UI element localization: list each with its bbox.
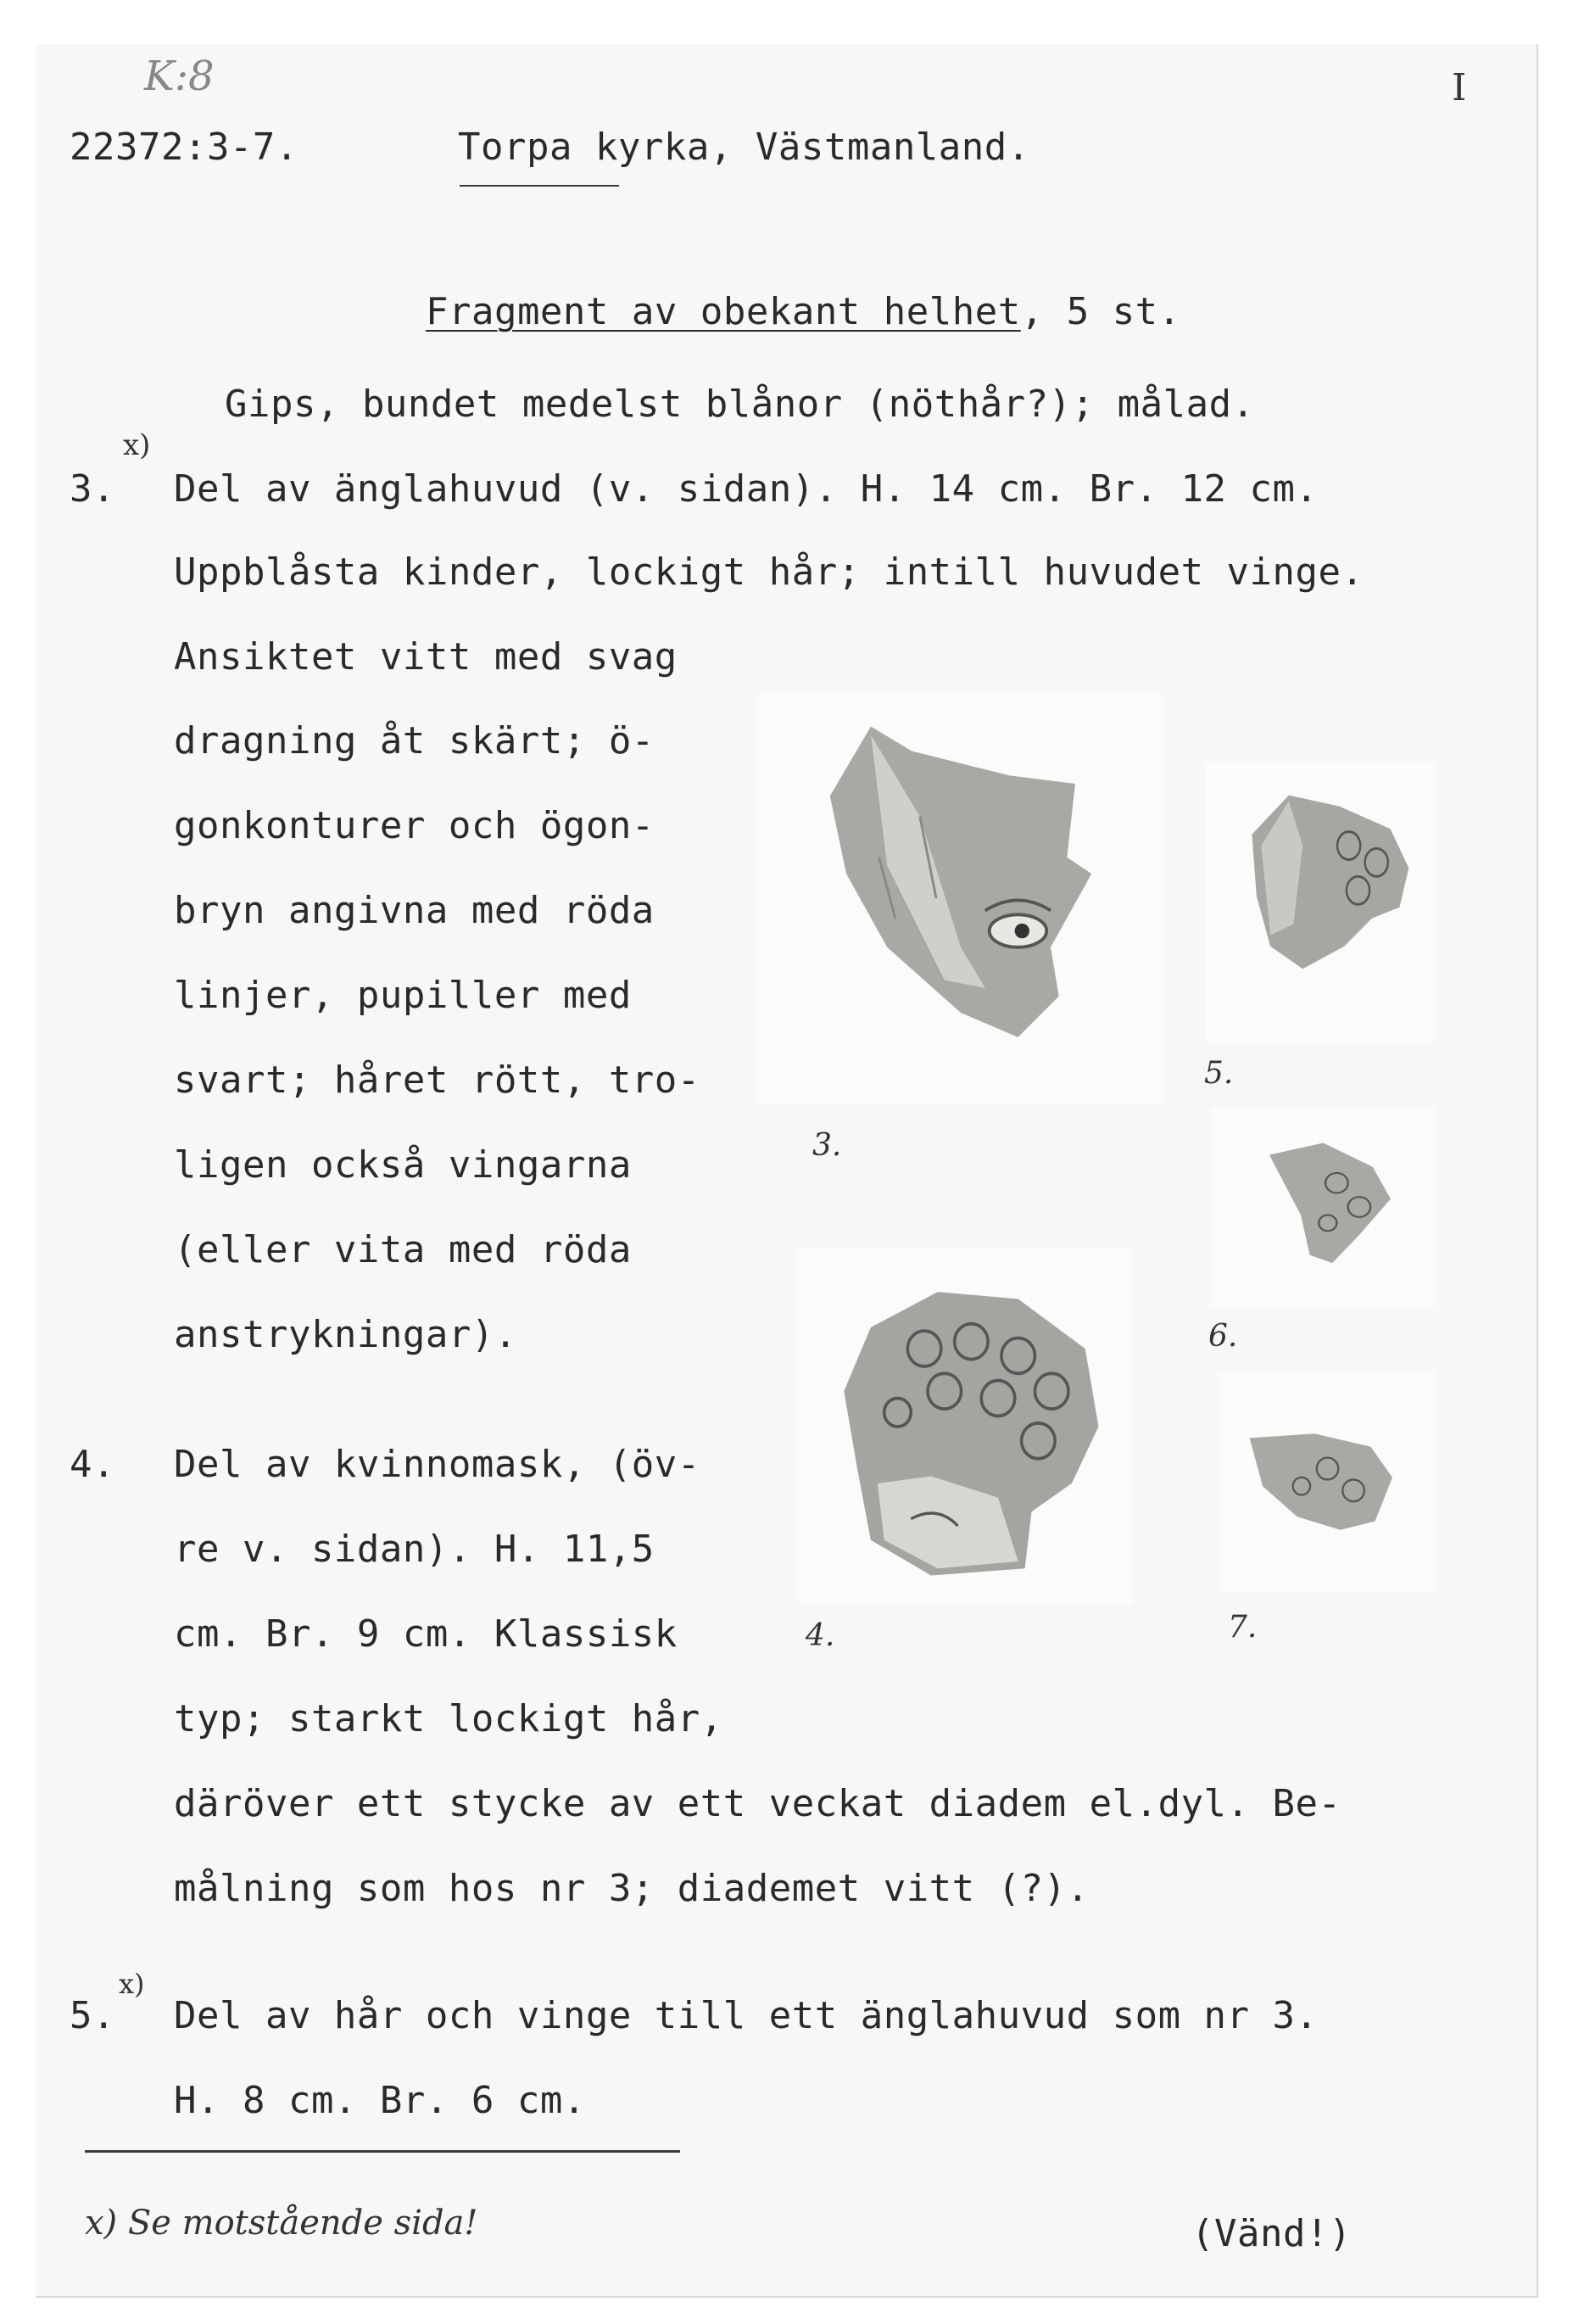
photo-4-label: 4. xyxy=(806,1618,835,1653)
title-main: Fragment av obekant helhet xyxy=(425,290,1021,333)
footnote-rule xyxy=(85,2150,680,2153)
fragment-photo-5 xyxy=(1206,762,1436,1042)
photo-3-label: 3. xyxy=(812,1128,842,1163)
entry-4-line: cm. Br. 9 cm. Klassisk xyxy=(174,1612,678,1656)
entry-5-number: 5. xyxy=(70,1994,115,2037)
entry-5-line: H. 8 cm. Br. 6 cm. xyxy=(174,2079,586,2122)
entry-3-line: Ansiktet vitt med svag xyxy=(174,635,678,679)
title-count: , 5 st. xyxy=(1020,290,1181,333)
fragment-6-image xyxy=(1211,1107,1436,1307)
entry-3-line: gonkonturer och ögon- xyxy=(174,804,655,847)
entry-3-line: Uppblåsta kinder, lockigt hår; intill huvudet vinge. xyxy=(174,550,1364,594)
footnote-handwritten: x) Se motstående sida! xyxy=(85,2204,478,2243)
sheet-number: I xyxy=(1452,66,1467,109)
fragment-photo-3 xyxy=(756,694,1165,1103)
fragment-photo-4 xyxy=(797,1249,1132,1604)
fragment-photo-6 xyxy=(1211,1107,1436,1307)
location-underline xyxy=(460,185,619,187)
photo-5-label: 5. xyxy=(1204,1056,1234,1091)
fragment-3-image xyxy=(756,694,1165,1103)
document-title xyxy=(380,256,1181,331)
entry-3-line: ligen också vingarna xyxy=(174,1143,632,1187)
entry-4-line: re v. sidan). H. 11,5 xyxy=(174,1528,655,1571)
entry-4-line: däröver ett stycke av ett veckat diadem el.dyl. Be- xyxy=(174,1782,1341,1825)
entry-3-number: 3. xyxy=(70,467,115,511)
material-note: Gips, bundet medelst blånor (nöthår?); målad. xyxy=(225,383,1255,426)
fragment-4-image xyxy=(797,1249,1132,1604)
entry-3-line: linjer, pupiller med xyxy=(174,974,632,1017)
entry-4-line: typ; starkt lockigt hår, xyxy=(174,1697,723,1740)
catalog-number: 22372:3-7. xyxy=(70,126,298,169)
location-title: Torpa kyrka, Västmanland. xyxy=(458,126,1030,169)
entry-4-line: Del av kvinnomask, (öv- xyxy=(174,1443,700,1486)
entry-3-line: dragning åt skärt; ö- xyxy=(174,719,655,763)
entry-4-line: målning som hos nr 3; diademet vitt (?). xyxy=(174,1867,1090,1910)
fragment-photo-7 xyxy=(1219,1372,1436,1591)
entry-3-line: svart; håret rött, tro- xyxy=(174,1059,700,1102)
entry-3-line: bryn angivna med röda xyxy=(174,889,655,932)
turn-page-note: (Vänd!) xyxy=(1191,2212,1352,2255)
archive-mark: K:8 xyxy=(144,53,215,100)
entry-5-line: Del av hår och vinge till ett änglahuvud som nr 3. xyxy=(174,1994,1319,2037)
entry-3-line: Del av änglahuvud (v. sidan). H. 14 cm. Br. 12 cm. xyxy=(174,467,1319,511)
entry-4-number: 4. xyxy=(70,1443,115,1486)
photo-7-label: 7. xyxy=(1228,1610,1258,1645)
fragment-5-image xyxy=(1206,762,1436,1042)
entry-3-line: anstrykningar). xyxy=(174,1313,517,1356)
photo-6-label: 6. xyxy=(1208,1319,1238,1354)
entry-3-line: (eller vita med röda xyxy=(174,1228,632,1271)
entry-5-mark: x) xyxy=(119,1968,145,2000)
entry-3-mark: x) xyxy=(123,428,151,462)
fragment-7-image xyxy=(1219,1372,1436,1591)
